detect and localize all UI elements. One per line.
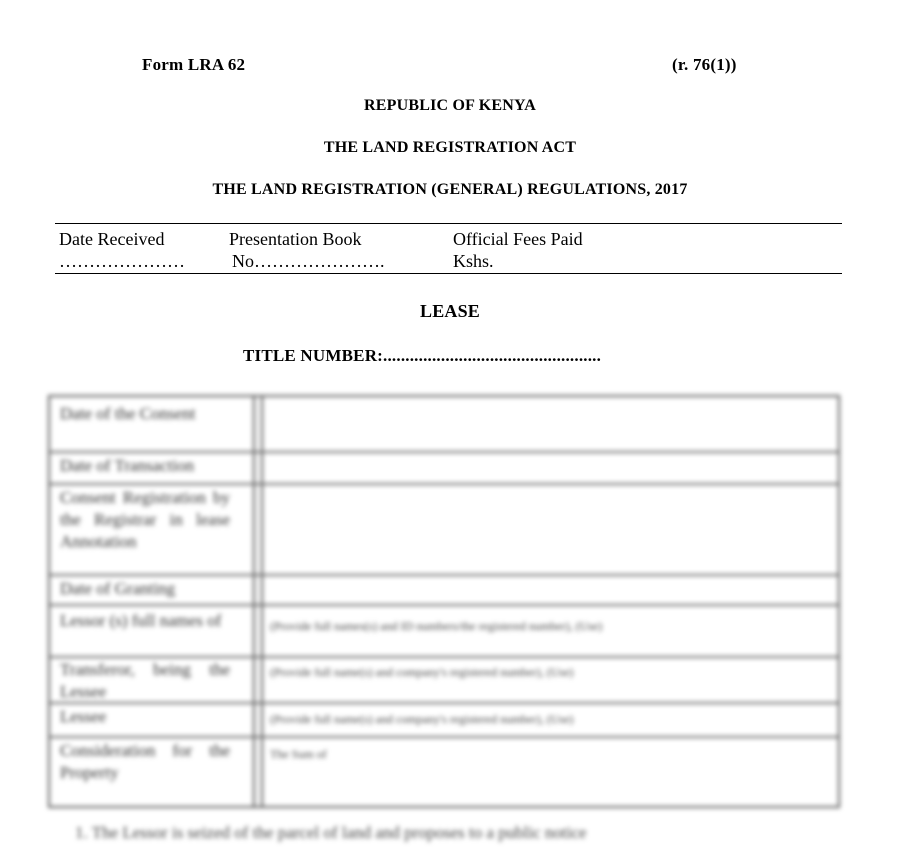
table-row-label: Lessor (s) full names of	[60, 611, 222, 630]
row-divider	[50, 574, 838, 576]
rule-reference: (r. 76(1))	[672, 55, 737, 74]
document-title: LEASE	[419, 301, 481, 321]
regulations-heading: THE LAND REGISTRATION (GENERAL) REGULATIONS, 2017	[212, 181, 688, 198]
table-row-value: (Provide full name(s) and company's registered number), (Use)	[270, 712, 574, 726]
row-divider	[50, 483, 838, 485]
table-row-value: The Sum of	[270, 747, 327, 761]
row-divider	[50, 736, 838, 738]
fees-label: Official Fees Paid	[453, 229, 583, 249]
table-row-label: Transferor, being the Lessee	[60, 660, 230, 701]
row-divider	[50, 656, 838, 658]
table-row-label: Lessee	[60, 707, 107, 726]
table-row-label: Date of Granting	[60, 579, 176, 598]
title-number: TITLE NUMBER:.................................................	[243, 346, 602, 365]
table-row-label: Consent Registration by the Registrar in lease Annotation	[60, 488, 230, 551]
footer-paragraph: 1. The Lessor is seized of the parcel of land and proposes to a public notice	[75, 823, 587, 842]
table-column-divider-inner	[261, 397, 263, 806]
presentation-book-number: No………………….	[232, 251, 385, 271]
presentation-book-block	[229, 228, 385, 272]
table-row-label: Date of Transaction	[60, 456, 195, 475]
table-column-divider	[253, 397, 255, 806]
blurred-section	[0, 383, 900, 854]
table-row-label: Date of the Consent	[60, 404, 196, 423]
table-row-value: (Provide full name(s) and company's registered number), (Use)	[270, 665, 574, 679]
date-received-dots: …………………	[59, 251, 185, 271]
top-divider	[55, 223, 842, 224]
date-received-label: Date Received	[59, 229, 165, 249]
row-divider	[50, 604, 838, 606]
republic-heading: REPUBLIC OF KENYA	[363, 97, 537, 114]
date-received-block	[59, 228, 185, 272]
bottom-divider	[55, 273, 842, 274]
table-row-value: (Provide full names(s) and ID numbers/the registered number), (Use)	[270, 619, 603, 633]
fees-block	[453, 228, 583, 272]
particulars-table	[48, 395, 840, 808]
act-heading: THE LAND REGISTRATION ACT	[323, 139, 577, 156]
row-divider	[50, 451, 838, 453]
form-number: Form LRA 62	[142, 55, 246, 74]
presentation-book-label: Presentation Book	[229, 229, 362, 249]
table-row-label: Consideration for the Property	[60, 741, 230, 782]
fees-currency: Kshs.	[453, 251, 494, 271]
